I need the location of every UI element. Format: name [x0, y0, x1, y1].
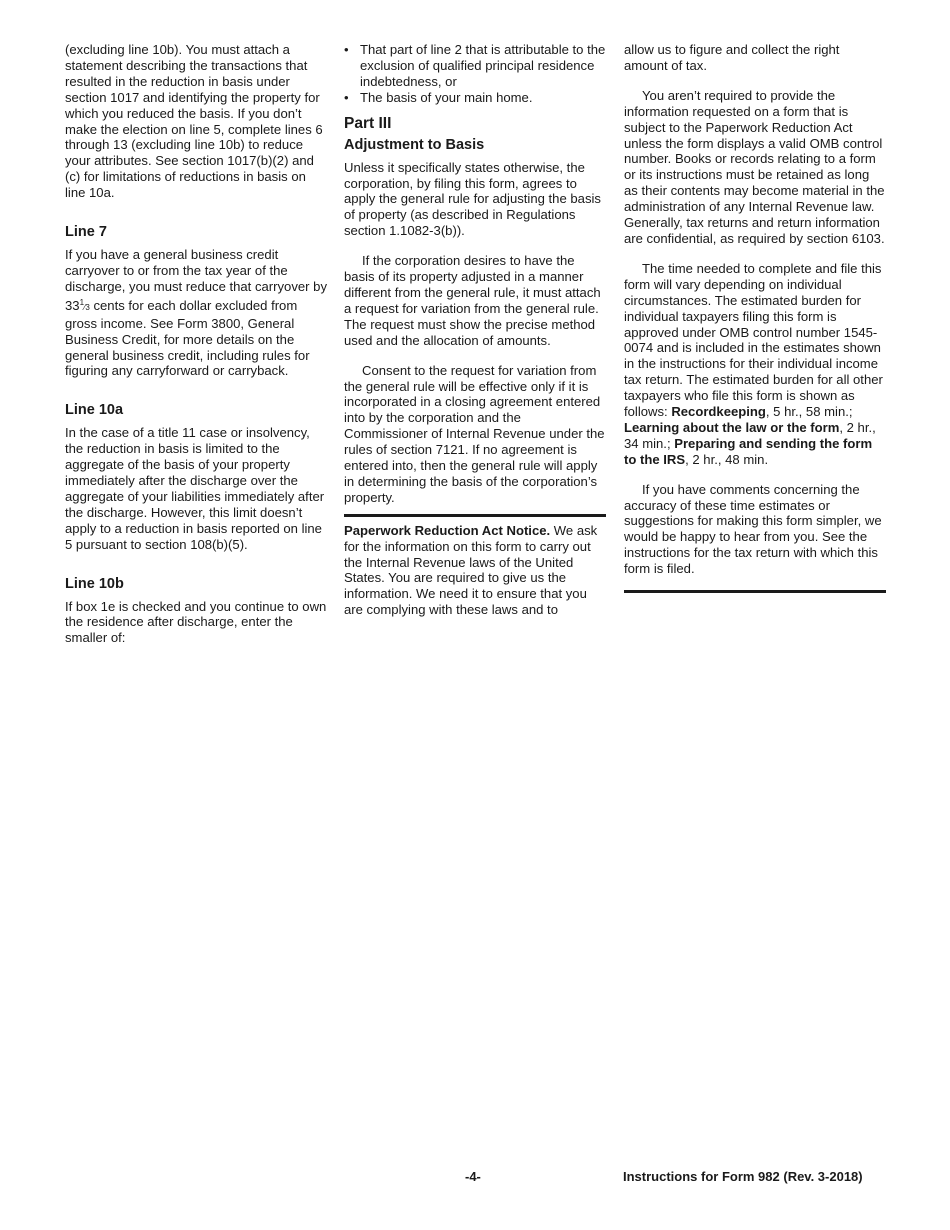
form-title-footer: Instructions for Form 982 (Rev. 3-2018): [623, 1169, 863, 1184]
burden-text: The time needed to complete and file this form will vary depending on individual circumstances. The estimated burden for individual taxpayers filing this form is approved under OMB control number 1545-0074 and is included in the estimates shown in the instructions for their individual income tax return. The estimated burden for all other taxpayers who file this form is shown as follows:: [624, 260, 883, 420]
paperwork-notice-title: Paperwork Reduction Act Notice.: [344, 522, 551, 538]
fraction-numerator: 1: [79, 297, 85, 307]
basis-paragraph-1: Unless it specifically states otherwise, the corporation, by filing this form, agrees to apply the general rule for adjusting the basis of property (as described in Regulations section 1.1082-3(b)).: [344, 159, 601, 239]
bullet-icon: •: [344, 42, 349, 57]
bullet-icon: •: [344, 89, 349, 105]
column-3: [624, 42, 886, 593]
omb-paragraph: You aren’t required to provide the information requested on a form that is subject to the Paperwork Reduction Act unless the form displays a valid OMB control number. Books or records relating to a form or its instructions must be retained as long as their contents may become material in the administration of any Internal Revenue law. Generally, tax returns and return information are confidential, as required by section 6103.: [624, 87, 885, 246]
line-10b-heading: Line 10b: [65, 575, 124, 592]
bullet-item: [344, 90, 606, 106]
bullet-text: The basis of your main home.: [360, 89, 533, 105]
end-divider: [624, 590, 886, 593]
col1-intro-paragraph: (excluding line 10b). You must attach a statement describing the transactions that resulted in the reduction in basis under section 1017 and identifying the property for which you reduced the basis. If you don’t make the election on line 5, complete lines 6 through 13 (excluding line 10b) to reduce your attributes. See section 1017(b)(2) and (c) for limitations of reductions in basis on line 10a.: [65, 42, 323, 201]
recordkeeping-time: , 5 hr., 58 min.;: [765, 404, 853, 420]
page-number: -4-: [465, 1169, 481, 1184]
line-7-text-end: cents for each dollar excluded from gross income. See Form 3800, General Business Credit, for more details on the general business credit, including rules for figuring any carryforward or carryback.: [65, 297, 310, 379]
column-1: [65, 42, 327, 646]
preparing-time: , 2 hr., 48 min.: [685, 451, 769, 467]
part-iii-heading: Part III: [344, 114, 392, 132]
learning-time: , 2 hr., 34 min.;: [624, 419, 876, 451]
burden-paragraph: [624, 261, 886, 468]
paperwork-notice-paragraph: [344, 523, 606, 618]
line-10b-paragraph: If box 1e is checked and you continue to own the residence after discharge, enter the smaller of:: [65, 598, 327, 646]
fraction-denominator: 3: [85, 302, 90, 312]
paperwork-notice-text: We ask for the information on this form to carry out the Internal Revenue laws of the United States. You are required to give us the information. We need it to ensure that you are complying with these laws and to: [344, 522, 598, 618]
line-10a-paragraph: In the case of a title 11 case or insolvency, the reduction in basis is limited to the aggregate of the basis of your property immediately after the discharge over the aggregate of your liabilities immediately after the discharge. However, this limit doesn’t apply to a reduction in basis reported on line 5 pursuant to section 108(b)(5).: [65, 425, 325, 552]
basis-paragraph-2: If the corporation desires to have the basis of its property adjusted in a manner different from the general rule, it must attach a request for variation from the general rule. The request must show the precise method used and the allocation of amounts.: [344, 253, 601, 348]
notice-continuation: allow us to figure and collect the right amount of tax.: [624, 42, 840, 73]
line-7-paragraph: If you have a general business credit carryover to or from the tax year of the discharge, you must reduce that carryover by $33^1⁄3$ cents for each dollar excluded from gross income. See Form 3800, General Business Credit, for more details on the general business credit, including rules for figuring any carryforward or carryback.: [65, 247, 327, 379]
column-2: [344, 42, 606, 618]
preparing-label: Preparing and sending the form to the IRS: [624, 435, 873, 467]
comments-paragraph: If you have comments concerning the accuracy of these time estimates or suggestions for making this form simpler, we would be happy to hear from you. See the instructions for the tax return with which this form is filed.: [624, 481, 882, 577]
bullet-text: That part of line 2 that is attributable to the exclusion of qualified principal residence indebtedness, or: [360, 42, 606, 89]
adjustment-to-basis-heading: Adjustment to Basis: [344, 136, 485, 153]
line-10a-heading: Line 10a: [65, 402, 124, 419]
bullet-item: [344, 42, 606, 90]
section-divider: [344, 514, 606, 618]
line-7-heading: Line 7: [65, 224, 107, 241]
recordkeeping-label: Recordkeeping: [671, 404, 766, 420]
basis-paragraph-3: Consent to the request for variation from the general rule will be effective only if it is incorporated in a closing agreement entered into by the corporation and the Commissioner of Internal Revenue under the rules of section 7121. If no agreement is entered into, then the general rule will apply in determining the basis of the corporation’s property.: [344, 362, 605, 505]
line-7-text-start: If you have a general business credit carryover to or from the tax year of the discharge, you must reduce that carryover by 33: [65, 247, 327, 313]
learning-label: Learning about the law or the form: [624, 419, 840, 435]
